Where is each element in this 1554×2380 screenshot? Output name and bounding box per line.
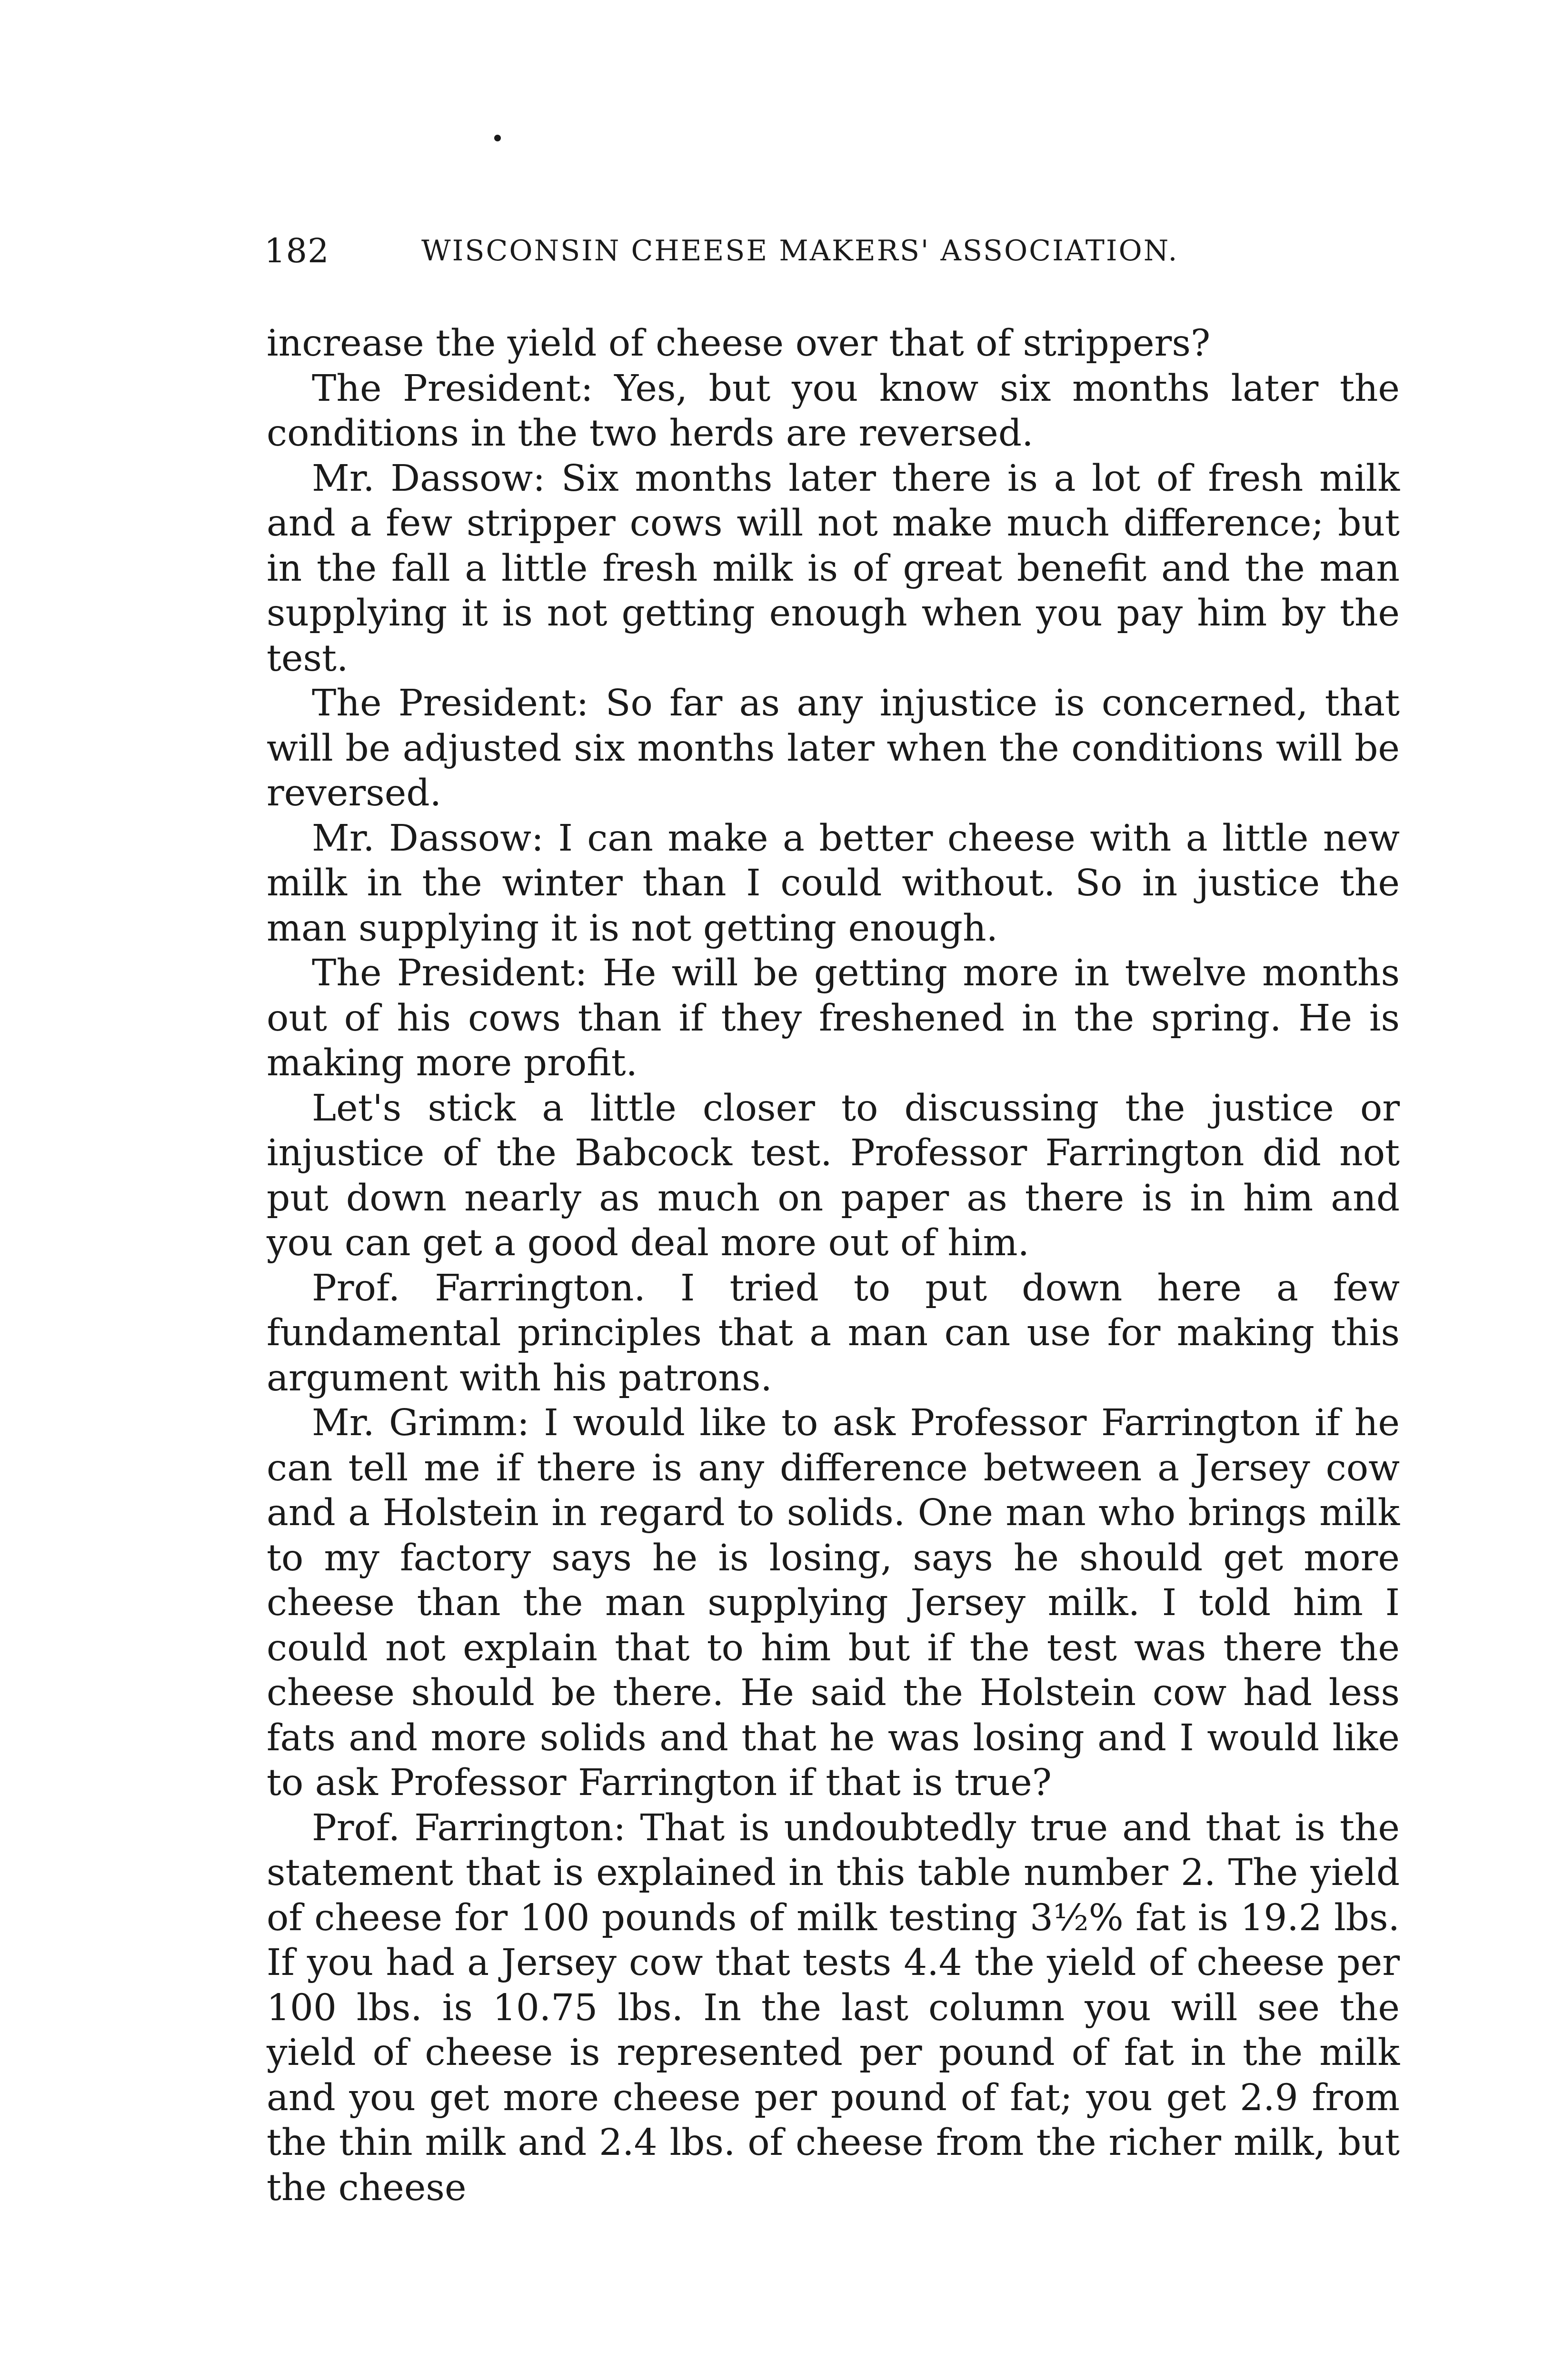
paragraph: Mr. Dassow: Six months later there is a lot of fresh milk and a few stripper cows will not make much difference; but in the fall a little fresh milk is of great benefit and the man supplying it is not getting enough when you pay him by the test. — [267, 457, 1400, 680]
paragraph: Let's stick a little closer to discussing the justice or injustice of the Babcock test. Professor Farrington did not put down nearly as much on paper as there is in him and you can get a good deal more out of him. — [267, 1087, 1400, 1264]
paragraph: Prof. Farrington: That is undoubtedly true and that is the statement that is explained in this table number 2. The yield of cheese for 100 pounds of milk testing 3½% fat is 19.2 lbs. If you had a Jersey cow that tests 4.4 the yield of cheese per 100 lbs. is 10.75 lbs. In the last column you will see the yield of cheese is represented per pound of fat in the milk and you get more cheese per pound of fat; you get 2.9 from the thin milk and 2.4 lbs. of cheese from the richer milk, but the cheese — [267, 1806, 1400, 2209]
paragraph: The President: Yes, but you know six months later the conditions in the two herds are reversed. — [267, 367, 1400, 455]
paragraph: Mr. Grimm: I would like to ask Professor Farrington if he can tell me if there is any difference between a Jersey cow and a Holstein in regard to solids. One man who brings milk to my factory says he is losing, says he should get more cheese than the man supplying Jersey milk. I told him I could not explain that to him but if the test was there the cheese should be there. He said the Holstein cow had less fats and more solids and that he was losing and I would like to ask Professor Farrington if that is true? — [267, 1402, 1400, 1804]
ink-dot — [494, 135, 501, 141]
page-number: 182 — [264, 231, 329, 270]
paragraph: increase the yield of cheese over that of strippers? — [267, 322, 1211, 365]
paragraph: The President: He will be getting more in twelve months out of his cows than if they freshened in the spring. He is making more profit. — [267, 952, 1400, 1084]
paragraph: Prof. Farrington. I tried to put down here a few fundamental principles that a man can use for making this argument with his patrons. — [267, 1267, 1400, 1399]
running-head: WISCONSIN CHEESE MAKERS' ASSOCIATION. — [421, 234, 1179, 268]
paragraph: Mr. Dassow: I can make a better cheese with a little new milk in the winter than I could without. So in justice the man supplying it is not getting enough. — [267, 817, 1400, 950]
paragraph: The President: So far as any injustice is concerned, that will be adjusted six months later when the conditions will be reversed. — [267, 682, 1400, 814]
page-header — [264, 223, 1402, 275]
body-text — [267, 321, 1400, 2211]
